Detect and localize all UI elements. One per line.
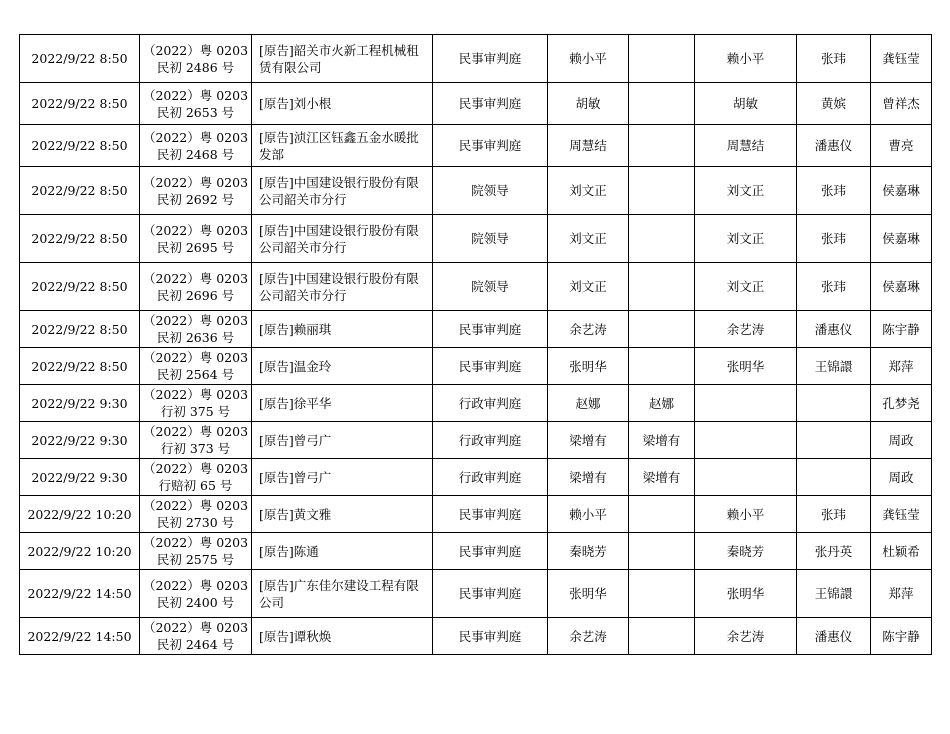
panel-member-cell-2 bbox=[695, 459, 797, 496]
judge-cell: 张明华 bbox=[548, 348, 629, 385]
department-cell: 民事审判庭 bbox=[433, 35, 548, 83]
panel-member-cell-3: 王锦譞 bbox=[797, 348, 871, 385]
party-cell: [原告]浈江区钰鑫五金水暖批发部 bbox=[252, 125, 433, 167]
department-cell: 民事审判庭 bbox=[433, 618, 548, 655]
department-cell: 民事审判庭 bbox=[433, 125, 548, 167]
party-cell: [原告]温金玲 bbox=[252, 348, 433, 385]
panel-member-cell-1 bbox=[629, 570, 695, 618]
hearing-datetime-cell: 2022/9/22 14:50 bbox=[20, 570, 140, 618]
case-number-line-1: （2022）粤 0203 bbox=[142, 535, 249, 550]
judge-cell: 赖小平 bbox=[548, 35, 629, 83]
hearing-datetime-cell: 2022/9/22 14:50 bbox=[20, 618, 140, 655]
case-number-cell bbox=[140, 125, 252, 167]
case-number-cell bbox=[140, 348, 252, 385]
case-number-cell bbox=[140, 533, 252, 570]
party-cell: [原告]中国建设银行股份有限公司韶关市分行 bbox=[252, 215, 433, 263]
hearing-datetime-cell: 2022/9/22 10:20 bbox=[20, 533, 140, 570]
judge-cell: 梁增有 bbox=[548, 422, 629, 459]
case-number-line-2: 民初 2696 号 bbox=[156, 287, 235, 303]
case-number-line-2: 民初 2486 号 bbox=[156, 59, 235, 75]
panel-member-cell-3: 张丹英 bbox=[797, 533, 871, 570]
judge-cell: 余艺涛 bbox=[548, 311, 629, 348]
party-cell: [原告]赖丽琪 bbox=[252, 311, 433, 348]
case-number-cell bbox=[140, 570, 252, 618]
panel-member-cell-3: 潘惠仪 bbox=[797, 125, 871, 167]
judge-cell: 秦晓芳 bbox=[548, 533, 629, 570]
panel-member-cell-3: 黄嫔 bbox=[797, 83, 871, 125]
party-cell: [原告]黄文雅 bbox=[252, 496, 433, 533]
judge-cell: 余艺涛 bbox=[548, 618, 629, 655]
judge-cell: 张明华 bbox=[548, 570, 629, 618]
table-row bbox=[20, 533, 932, 570]
party-cell: [原告]谭秋焕 bbox=[252, 618, 433, 655]
department-cell: 民事审判庭 bbox=[433, 83, 548, 125]
party-cell: [原告]中国建设银行股份有限公司韶关市分行 bbox=[252, 167, 433, 215]
case-number-line-2: 民初 2695 号 bbox=[156, 239, 235, 255]
case-number-line-2: 民初 2653 号 bbox=[156, 104, 235, 120]
case-number-cell bbox=[140, 618, 252, 655]
case-number-line-1: （2022）粤 0203 bbox=[142, 424, 249, 439]
judge-cell: 刘文正 bbox=[548, 215, 629, 263]
panel-member-cell-1: 赵娜 bbox=[629, 385, 695, 422]
hearing-datetime-cell: 2022/9/22 8:50 bbox=[20, 125, 140, 167]
case-number-line-2: 民初 2400 号 bbox=[156, 594, 235, 610]
clerk-cell: 侯嘉琳 bbox=[871, 263, 932, 311]
clerk-cell: 曾祥杰 bbox=[871, 83, 932, 125]
panel-member-cell-3 bbox=[797, 459, 871, 496]
department-cell: 院领导 bbox=[433, 263, 548, 311]
table-row bbox=[20, 125, 932, 167]
table-row bbox=[20, 167, 932, 215]
panel-member-cell-2: 刘文正 bbox=[695, 167, 797, 215]
panel-member-cell-1 bbox=[629, 167, 695, 215]
case-number-cell bbox=[140, 422, 252, 459]
table-row bbox=[20, 311, 932, 348]
panel-member-cell-2 bbox=[695, 385, 797, 422]
hearing-datetime-cell: 2022/9/22 8:50 bbox=[20, 83, 140, 125]
hearing-datetime-cell: 2022/9/22 8:50 bbox=[20, 263, 140, 311]
case-number-line-1: （2022）粤 0203 bbox=[142, 129, 249, 145]
hearing-datetime-cell: 2022/9/22 8:50 bbox=[20, 215, 140, 263]
case-number-line-1: （2022）粤 0203 bbox=[142, 87, 249, 103]
panel-member-cell-2: 赖小平 bbox=[695, 35, 797, 83]
panel-member-cell-1 bbox=[629, 348, 695, 385]
case-number-cell bbox=[140, 35, 252, 83]
party-cell: [原告]陈通 bbox=[252, 533, 433, 570]
party-cell: [原告]中国建设银行股份有限公司韶关市分行 bbox=[252, 263, 433, 311]
panel-member-cell-1 bbox=[629, 83, 695, 125]
panel-member-cell-3: 潘惠仪 bbox=[797, 311, 871, 348]
clerk-cell: 陈宇静 bbox=[871, 311, 932, 348]
case-number-line-2: 民初 2692 号 bbox=[156, 191, 235, 207]
case-number-line-1: （2022）粤 0203 bbox=[142, 222, 249, 238]
department-cell: 民事审判庭 bbox=[433, 348, 548, 385]
table-row bbox=[20, 459, 932, 496]
panel-member-cell-2: 张明华 bbox=[695, 570, 797, 618]
case-number-line-1: （2022）粤 0203 bbox=[142, 498, 249, 513]
panel-member-cell-3: 张玮 bbox=[797, 215, 871, 263]
panel-member-cell-3 bbox=[797, 422, 871, 459]
hearing-datetime-cell: 2022/9/22 9:30 bbox=[20, 459, 140, 496]
judge-cell: 梁增有 bbox=[548, 459, 629, 496]
party-cell: [原告]韶关市火新工程机械租赁有限公司 bbox=[252, 35, 433, 83]
case-number-line-2: 民初 2564 号 bbox=[156, 367, 235, 382]
panel-member-cell-3: 张玮 bbox=[797, 263, 871, 311]
hearing-datetime-cell: 2022/9/22 9:30 bbox=[20, 422, 140, 459]
party-cell: [原告]徐平华 bbox=[252, 385, 433, 422]
panel-member-cell-3: 王锦譞 bbox=[797, 570, 871, 618]
table-row bbox=[20, 618, 932, 655]
judge-cell: 胡敏 bbox=[548, 83, 629, 125]
panel-member-cell-1 bbox=[629, 618, 695, 655]
panel-member-cell-2 bbox=[695, 422, 797, 459]
panel-member-cell-3 bbox=[797, 385, 871, 422]
case-number-line-1: （2022）粤 0203 bbox=[142, 577, 249, 593]
clerk-cell: 周政 bbox=[871, 459, 932, 496]
table-row bbox=[20, 348, 932, 385]
clerk-cell: 龚钰莹 bbox=[871, 496, 932, 533]
panel-member-cell-1 bbox=[629, 125, 695, 167]
table-body bbox=[20, 35, 932, 655]
judge-cell: 刘文正 bbox=[548, 167, 629, 215]
panel-member-cell-1 bbox=[629, 35, 695, 83]
department-cell: 院领导 bbox=[433, 167, 548, 215]
department-cell: 民事审判庭 bbox=[433, 570, 548, 618]
case-number-line-1: （2022）粤 0203 bbox=[142, 174, 249, 190]
department-cell: 院领导 bbox=[433, 215, 548, 263]
hearing-schedule-table bbox=[19, 34, 932, 655]
judge-cell: 周慧结 bbox=[548, 125, 629, 167]
department-cell: 民事审判庭 bbox=[433, 533, 548, 570]
panel-member-cell-1 bbox=[629, 215, 695, 263]
table-row bbox=[20, 422, 932, 459]
table-row bbox=[20, 83, 932, 125]
hearing-datetime-cell: 2022/9/22 8:50 bbox=[20, 167, 140, 215]
panel-member-cell-2: 余艺涛 bbox=[695, 618, 797, 655]
party-cell: [原告]曾弓广 bbox=[252, 459, 433, 496]
panel-member-cell-3: 张玮 bbox=[797, 35, 871, 83]
judge-cell: 赵娜 bbox=[548, 385, 629, 422]
case-number-line-2: 民初 2730 号 bbox=[156, 515, 235, 530]
case-number-line-1: （2022）粤 0203 bbox=[142, 620, 249, 635]
table-row bbox=[20, 263, 932, 311]
case-number-line-1: （2022）粤 0203 bbox=[142, 42, 249, 58]
table-row bbox=[20, 496, 932, 533]
clerk-cell: 杜颖希 bbox=[871, 533, 932, 570]
department-cell: 行政审判庭 bbox=[433, 385, 548, 422]
department-cell: 民事审判庭 bbox=[433, 496, 548, 533]
hearing-datetime-cell: 2022/9/22 10:20 bbox=[20, 496, 140, 533]
case-number-line-1: （2022）粤 0203 bbox=[142, 387, 249, 402]
judge-cell: 赖小平 bbox=[548, 496, 629, 533]
party-cell: [原告]刘小根 bbox=[252, 83, 433, 125]
panel-member-cell-2: 周慧结 bbox=[695, 125, 797, 167]
panel-member-cell-2: 余艺涛 bbox=[695, 311, 797, 348]
case-number-line-2: 行赔初 65 号 bbox=[158, 478, 233, 493]
panel-member-cell-1 bbox=[629, 263, 695, 311]
panel-member-cell-2: 刘文正 bbox=[695, 215, 797, 263]
clerk-cell: 郑萍 bbox=[871, 570, 932, 618]
clerk-cell: 侯嘉琳 bbox=[871, 167, 932, 215]
panel-member-cell-3: 张玮 bbox=[797, 496, 871, 533]
panel-member-cell-2: 赖小平 bbox=[695, 496, 797, 533]
case-number-cell bbox=[140, 83, 252, 125]
party-cell: [原告]曾弓广 bbox=[252, 422, 433, 459]
hearing-datetime-cell: 2022/9/22 8:50 bbox=[20, 35, 140, 83]
clerk-cell: 曹亮 bbox=[871, 125, 932, 167]
table-row bbox=[20, 215, 932, 263]
table-row bbox=[20, 35, 932, 83]
case-number-line-2: 民初 2575 号 bbox=[156, 552, 235, 567]
clerk-cell: 郑萍 bbox=[871, 348, 932, 385]
case-number-line-1: （2022）粤 0203 bbox=[142, 350, 249, 365]
hearing-datetime-cell: 2022/9/22 8:50 bbox=[20, 348, 140, 385]
panel-member-cell-3: 张玮 bbox=[797, 167, 871, 215]
panel-member-cell-1 bbox=[629, 533, 695, 570]
department-cell: 行政审判庭 bbox=[433, 422, 548, 459]
case-number-cell bbox=[140, 311, 252, 348]
case-number-line-1: （2022）粤 0203 bbox=[142, 313, 249, 328]
panel-member-cell-2: 张明华 bbox=[695, 348, 797, 385]
clerk-cell: 陈宇静 bbox=[871, 618, 932, 655]
case-number-line-1: （2022）粤 0203 bbox=[142, 270, 249, 286]
case-number-cell bbox=[140, 459, 252, 496]
hearing-datetime-cell: 2022/9/22 9:30 bbox=[20, 385, 140, 422]
panel-member-cell-2: 秦晓芳 bbox=[695, 533, 797, 570]
judge-cell: 刘文正 bbox=[548, 263, 629, 311]
panel-member-cell-3: 潘惠仪 bbox=[797, 618, 871, 655]
case-number-cell bbox=[140, 496, 252, 533]
party-cell: [原告]广东佳尔建设工程有限公司 bbox=[252, 570, 433, 618]
case-number-cell bbox=[140, 215, 252, 263]
panel-member-cell-1 bbox=[629, 311, 695, 348]
case-number-cell bbox=[140, 263, 252, 311]
hearing-datetime-cell: 2022/9/22 8:50 bbox=[20, 311, 140, 348]
panel-member-cell-2: 刘文正 bbox=[695, 263, 797, 311]
panel-member-cell-1 bbox=[629, 496, 695, 533]
case-number-line-2: 民初 2468 号 bbox=[156, 146, 235, 162]
case-number-cell bbox=[140, 385, 252, 422]
panel-member-cell-1: 梁增有 bbox=[629, 422, 695, 459]
case-number-line-2: 民初 2636 号 bbox=[156, 330, 235, 345]
clerk-cell: 龚钰莹 bbox=[871, 35, 932, 83]
clerk-cell: 侯嘉琳 bbox=[871, 215, 932, 263]
case-number-line-2: 行初 373 号 bbox=[160, 441, 231, 456]
table-row bbox=[20, 385, 932, 422]
clerk-cell: 孔梦尧 bbox=[871, 385, 932, 422]
case-number-line-2: 行初 375 号 bbox=[160, 404, 231, 419]
case-number-cell bbox=[140, 167, 252, 215]
case-number-line-1: （2022）粤 0203 bbox=[142, 461, 249, 476]
panel-member-cell-1: 梁增有 bbox=[629, 459, 695, 496]
department-cell: 民事审判庭 bbox=[433, 311, 548, 348]
table-row bbox=[20, 570, 932, 618]
department-cell: 行政审判庭 bbox=[433, 459, 548, 496]
panel-member-cell-2: 胡敏 bbox=[695, 83, 797, 125]
case-number-line-2: 民初 2464 号 bbox=[156, 637, 235, 652]
clerk-cell: 周政 bbox=[871, 422, 932, 459]
